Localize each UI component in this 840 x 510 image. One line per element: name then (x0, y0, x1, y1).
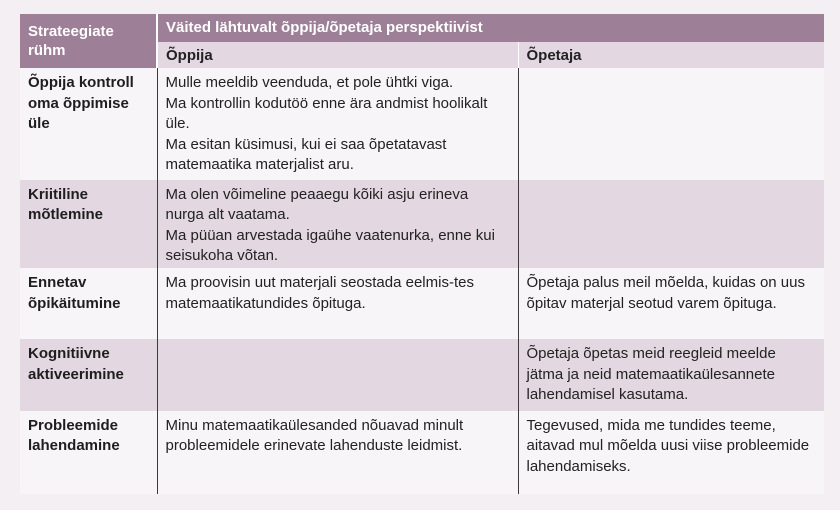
strategy-cell: Kriitiline mõtlemine (20, 180, 157, 268)
strategy-table (20, 14, 824, 494)
teacher-cell (518, 339, 824, 410)
learner-statement: Minu matemaatikaülesanded nõuavad minult probleemidele erinevate lahenduste leidmist. (165, 416, 464, 455)
header-teacher: Õpetaja (518, 42, 824, 68)
learner-statement: Ma olen võimeline peaaegu kõiki asju erineva nurga alt vaatama. (165, 185, 469, 224)
learner-cell (157, 411, 518, 494)
teacher-cell (518, 411, 824, 494)
table-row (20, 68, 824, 180)
table-row (20, 411, 824, 494)
teacher-cell (518, 68, 824, 180)
teacher-statement: Õpetaja palus meil mõelda, kuidas on uus õpitav materjal seotud varem õpituga. (526, 274, 805, 312)
strategy-cell: Õppija kontroll oma õppimise üle (20, 68, 157, 180)
header-learner: Õppija (157, 42, 518, 68)
learner-statement: Ma proovisin uut materjali seostada eelmis-tes matemaatikatundides õpituga. (165, 274, 474, 312)
table-row (20, 180, 824, 268)
learner-statement: Ma kontrollin kodutöö enne ära andmist hoolikalt üle. (165, 94, 488, 132)
learner-statement: Mulle meeldib veenduda, et pole ühtki viga. (165, 74, 454, 91)
learner-statement: Ma esitan küsimusi, kui ei saa õpetatavast matemaatika materjalist aru. (165, 135, 447, 173)
teacher-statement: Tegevused, mida me tundides teeme, aitavad mul mõelda uusi viise probleemide lahendamiseks. (526, 416, 810, 475)
teacher-statement: Õpetaja õpetas meid reegleid meelde jätma ja neid matemaatikaülesannete lahendamisel kasutama. (526, 345, 776, 404)
strategy-cell: Ennetav õpikäitumine (20, 268, 157, 339)
learner-statement: Ma püüan arvestada igaühe vaatenurka, enne kui seisukoha võtan. (165, 226, 495, 265)
table-row (20, 339, 824, 410)
teacher-cell (518, 180, 824, 268)
teacher-cell (518, 268, 824, 339)
table-row (20, 268, 824, 339)
header-statements-group: Väited lähtuvalt õppija/õpetaja perspektiivist (157, 14, 824, 42)
strategy-cell: Kognitiivne aktiveerimine (20, 339, 157, 410)
header-strategy-group: Strateegiate rühm (20, 14, 157, 68)
learner-cell (157, 68, 518, 180)
strategy-cell: Probleemide lahendamine (20, 411, 157, 494)
learner-cell (157, 339, 518, 410)
learner-cell (157, 180, 518, 268)
learner-cell (157, 268, 518, 339)
